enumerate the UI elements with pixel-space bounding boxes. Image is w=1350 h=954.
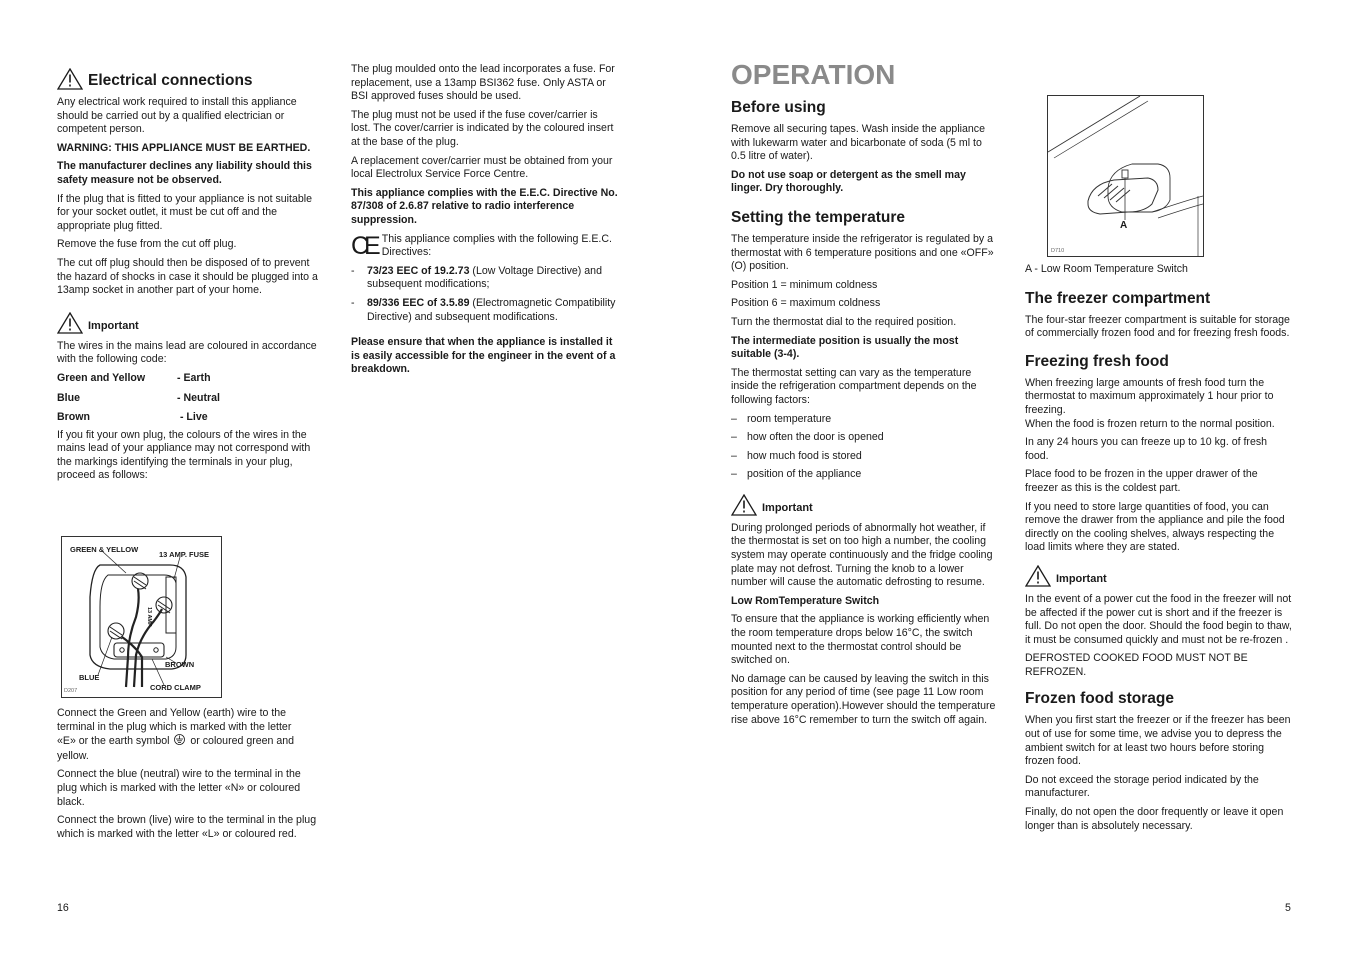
- low-p1: To ensure that the appliance is working efficiently when the room temperature drops below 16°C, the switch mounted next to the thermostat control should be switched on.: [731, 613, 990, 667]
- setting-temperature-heading: Setting the temperature: [731, 208, 905, 226]
- column-operation: [731, 60, 999, 732]
- electrical-p3: Remove the fuse from the cut off plug.: [57, 238, 237, 251]
- figure-caption: A - Low Room Temperature Switch: [1025, 263, 1188, 275]
- liability-warning: The manufacturer declines any liability should this safety measure not be observed.: [57, 160, 312, 186]
- low-room-switch-heading: Low RomTemperature Switch: [731, 594, 880, 607]
- important-label: Important: [762, 502, 813, 515]
- important-header-2: [731, 494, 999, 516]
- freezing-fresh-food-heading: Freezing fresh food: [1025, 352, 1169, 370]
- warning-triangle-icon: [57, 68, 83, 90]
- fresh-p3: Place food to be frozen in the upper drawer of the freezer as this is the coldest part.: [1025, 468, 1258, 494]
- wire-row: [57, 411, 321, 425]
- blue-label: BLUE: [79, 673, 100, 682]
- wire-role: - Live: [177, 411, 208, 424]
- directive-item: - 89/336 EEC of 3.5.89 (Electromagnetic Compatibility Directive) and subsequent modifications.: [351, 296, 616, 323]
- before-p2: Do not use soap or detergent as the smell may linger. Dry thoroughly.: [731, 168, 966, 195]
- fresh-p1a: When freezing large amounts of fresh food turn the thermostat to maximum approximately 1 hour prior to freezing.: [1025, 376, 1274, 416]
- fuse-p1: The plug moulded onto the lead incorporates a fuse. For replacement, use a 13amp BSI362 fuse. Only ASTA or BSI approved fuses should be used.: [351, 63, 615, 103]
- factor-item: – how much food is stored: [731, 449, 862, 462]
- wire-row: [57, 372, 321, 386]
- power-cut-note: In the event of a power cut the food in the freezer will not be affected if the power cut is short and if the freezer is full. Do not open the door. Should the food begin to thaw, it must be consumed quickly and must not be re-frozen .: [1025, 592, 1292, 646]
- cord-clamp-label: CORD CLAMP: [150, 683, 201, 692]
- column-electrical: [57, 68, 321, 488]
- page-number-left: 16: [57, 902, 69, 914]
- freezer-compartment-heading: The freezer compartment: [1025, 289, 1211, 307]
- factor-item: – position of the appliance: [731, 468, 862, 481]
- column-freezer: [1025, 263, 1293, 838]
- setting-p1: The temperature inside the refrigerator is regulated by a thermostat with 6 temperature positions and one «OFF» (O) position.: [731, 232, 994, 273]
- ce-text: This appliance complies with the following E.E.C. Directives:: [381, 232, 612, 259]
- important-header-1: [57, 312, 321, 334]
- switch-a-label: A: [1120, 220, 1128, 231]
- earth-warning: WARNING: THIS APPLIANCE MUST BE EARTHED.: [57, 141, 311, 154]
- column-electrical-continued: [57, 707, 321, 846]
- electrical-p2: If the plug that is fitted to your appliance is not suitable for your socket outlet, it must be cut off and the appropriate plug fitted.: [57, 192, 312, 232]
- electrical-header: [57, 68, 321, 90]
- setting-p4: Turn the thermostat dial to the required position.: [731, 315, 957, 328]
- defrosted-warning: DEFROSTED COOKED FOOD MUST NOT BE REFROZEN.: [1025, 652, 1248, 678]
- warning-triangle-icon: [57, 312, 83, 334]
- fuse-p2: The plug must not be used if the fuse cover/carrier is lost. The cover/carrier is indicated by the coloured insert at the base of the plug.: [351, 108, 614, 148]
- wire-color: Green and Yellow: [57, 371, 146, 384]
- wire-color: Blue: [57, 391, 80, 404]
- accessibility-note: Please ensure that when the appliance is installed it is easily accessible for the engineer in the event of a breakdown.: [351, 336, 616, 376]
- before-using-heading: Before using: [731, 99, 826, 116]
- earth-instruction: Connect the Green and Yellow (earth) wire to the terminal in the plug which is marked with the letter: [57, 707, 292, 733]
- fresh-p2: In any 24 hours you can freeze up to 10 kg. of fresh food.: [1025, 436, 1268, 462]
- warning-triangle-icon: [1025, 565, 1051, 587]
- fuse-label: 13 AMP. FUSE: [159, 550, 210, 559]
- fresh-p1b: When the food is frozen return to the normal position.: [1025, 417, 1275, 430]
- earth-instruction-cont: «E» or the earth symbol or coloured green and yellow.: [57, 735, 295, 762]
- live-instruction: Connect the brown (live) wire to the terminal in the plug which is marked with the letter «L» or coloured red.: [57, 814, 317, 840]
- fuse-vertical-label: 13 AMP: [146, 607, 152, 627]
- brown-label: BROWN: [165, 660, 195, 669]
- fresh-p4: If you need to store large quantities of food, you can remove the drawer from the appliance and pile the food directly on the cooling shelves, always respecting the load limits where they are stated.: [1025, 500, 1285, 554]
- factor-item: – how often the door is opened: [731, 431, 884, 444]
- low-p2: No damage can be caused by leaving the switch in this position for any period of time (see page 11 Low room temperature operation).However should the temperature rise above 16°C remember to turn the switch off again.: [731, 672, 996, 726]
- storage-p3: Finally, do not open the door frequently or leave it open longer than is absolutely necessary.: [1025, 806, 1284, 832]
- warning-triangle-icon: [731, 494, 757, 516]
- green-yellow-label: GREEN & YELLOW: [70, 545, 139, 554]
- frozen-food-storage-heading: Frozen food storage: [1025, 690, 1174, 708]
- before-p1: Remove all securing tapes. Wash inside the appliance with lukewarm water and bicarbonate of soda (5 ml to 0.5 litre of water).: [731, 123, 985, 163]
- important-label: Important: [88, 320, 139, 333]
- eec-radio: This appliance complies with the E.E.C. Directive No. 87/308 of 2.6.87 relative to radio interference suppression.: [351, 186, 618, 226]
- storage-p1: When you first start the freezer or if the freezer has been out of use for some time, we advise you to depress the ambient switch for at least two hours before storing frozen food.: [1025, 714, 1291, 768]
- ce-block: [351, 233, 619, 260]
- factor-item: – room temperature: [731, 412, 832, 425]
- page-number-right: 5: [1285, 902, 1291, 914]
- plug-wiring-diagram: [61, 536, 222, 698]
- important-hot-weather: During prolonged periods of abnormally hot weather, if the thermostat is set on too high a number, the cooling system may operate continuously and the fridge cooling plate may not defrost. Turning the knob to a lower number will cause the automatic defrosting to resume.: [731, 521, 993, 589]
- ce-mark-icon: CE: [351, 231, 376, 260]
- wire-role: - Earth: [177, 371, 211, 384]
- wires-note: If you fit your own plug, the colours of the wires in the mains lead of your appliance may not correspond with the markings identifying the terminals in your plug, proceed as follows:: [57, 428, 311, 482]
- storage-p2: Do not exceed the storage period indicated by the manufacturer.: [1025, 773, 1259, 800]
- fuse-p3: A replacement cover/carrier must be obtained from your local Electrolux Service Force Centre.: [351, 154, 613, 181]
- wire-color: Brown: [57, 411, 90, 424]
- important-header-3: [1025, 565, 1293, 587]
- setting-p2: Position 1 = minimum coldness: [731, 278, 878, 291]
- earth-symbol-icon: [174, 734, 185, 750]
- column-plug-fuse: [351, 63, 619, 382]
- figure-code: D710: [1051, 248, 1065, 254]
- setting-p6: The thermostat setting can vary as the temperature inside the refrigeration compartment depends on the following factors:: [731, 366, 977, 406]
- thermostat-drawing: [1048, 96, 1203, 256]
- setting-p5: The intermediate position is usually the most suitable (3-4).: [731, 334, 959, 361]
- electrical-p4: The cut off plug should then be disposed of to prevent the hazard of shocks in case it should be plugged into a 13amp socket in another part of your home.: [57, 256, 318, 297]
- operation-title: OPERATION: [731, 59, 896, 90]
- figure-code: D207: [64, 688, 78, 694]
- thermostat-switch-diagram: [1047, 95, 1204, 257]
- freezer-p1: The four-star freezer compartment is suitable for storage of commercially frozen food and for freezing fresh foods.: [1025, 313, 1290, 340]
- wire-row: [57, 392, 321, 406]
- wires-intro: The wires in the mains lead are coloured in accordance with the following code:: [57, 339, 317, 366]
- electrical-heading: Electrical connections: [88, 72, 253, 89]
- directive-item: - 73/23 EEC of 19.2.73 (Low Voltage Directive) and subsequent modifications;: [351, 264, 602, 291]
- important-label: Important: [1056, 573, 1107, 586]
- wire-role: - Neutral: [177, 391, 220, 404]
- electrical-p1: Any electrical work required to install this appliance should be carried out by a qualified electrician or competent person.: [57, 96, 297, 136]
- neutral-instruction: Connect the blue (neutral) wire to the terminal in the plug which is marked with the letter «N» or coloured black.: [57, 768, 301, 808]
- setting-p3: Position 6 = maximum coldness: [731, 297, 881, 310]
